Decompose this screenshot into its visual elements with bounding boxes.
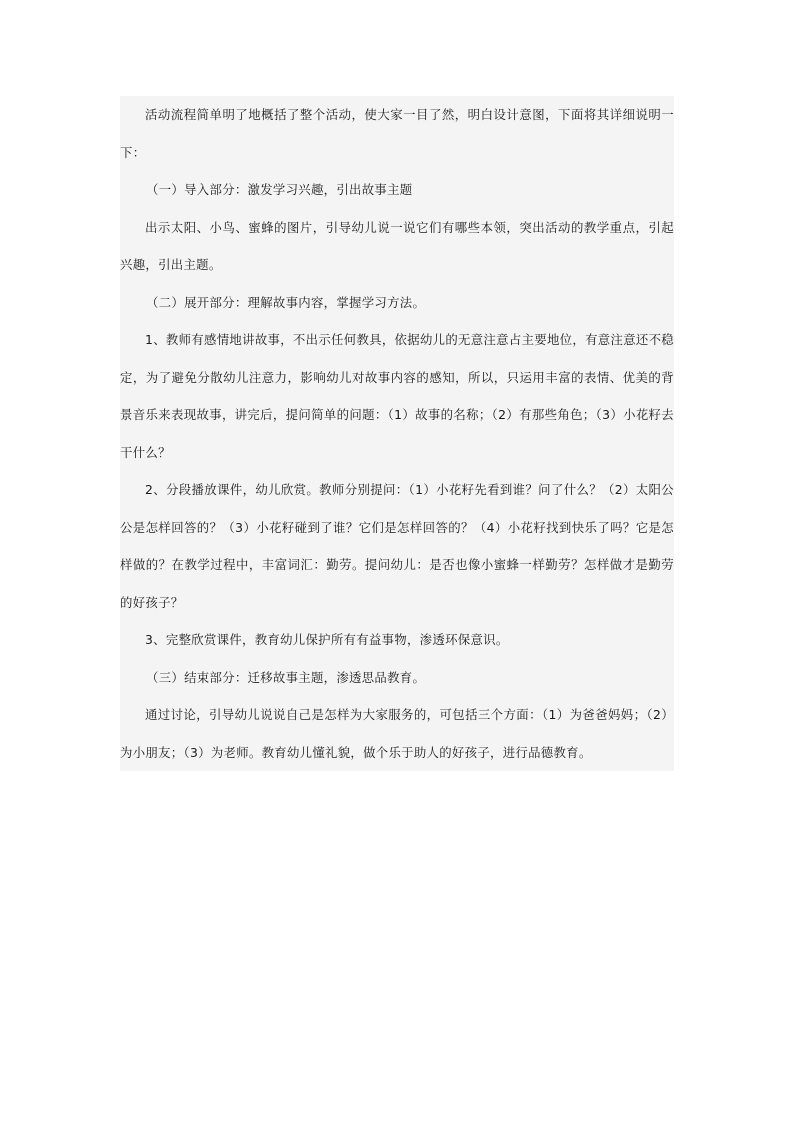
- paragraph-step-1: 1、教师有感情地讲故事，不出示任何教具，依据幼儿的无意注意占主要地位，有意注意还不稳定，为了避免分散幼儿注意力，影响幼儿对故事内容的感知，所以，只运用丰富的表情、优美的背景音乐来表现故事，讲完后，提问简单的问题：（1）故事的名称；（2）有那些角色；（3）小花籽去干什么？: [120, 332, 674, 460]
- paragraph-intro-part: 出示太阳、小鸟、蜜蜂的图片，引导幼儿说一说它们有哪些本领，突出活动的教学重点，引起兴趣，引出主题。: [120, 219, 674, 272]
- section-heading-development-part: （二）展开部分：理解故事内容，掌握学习方法。: [146, 294, 426, 310]
- paragraph-step-2: 2、分段播放课件，幼儿欣赏。教师分别提问：（1）小花籽先看到谁？问了什么？（2）太阳公公是怎样回答的？（3）小花籽碰到了谁？它们是怎样回答的？（4）小花籽找到快乐了吗？它是怎样做的？在教学过程中，丰富词汇：勤劳。提问幼儿：是否也像小蜜蜂一样勤劳？怎样做才是勤劳的好孩子？: [120, 482, 674, 610]
- section-heading-ending-part: （三）结束部分：迁移故事主题，渗透思品教育。: [146, 669, 426, 685]
- paragraph-ending: 通过讨论，引导幼儿说说自己是怎样为大家服务的，可包括三个方面：（1）为爸爸妈妈；（2）为小朋友；（3）为老师。教育幼儿懂礼貌，做个乐于助人的好孩子，进行品德教育。: [120, 707, 674, 760]
- section-heading-intro-part: （一）导入部分：激发学习兴趣，引出故事主题: [146, 182, 413, 197]
- paragraph-intro: 活动流程简单明了地概括了整个活动，使大家一目了然，明白设计意图，下面将其详细说明一下：: [120, 107, 674, 160]
- paragraph-step-3: 3、完整欣赏课件，教育幼儿保护所有有益事物，渗透环保意识。: [145, 632, 509, 647]
- document-text-block: [120, 96, 674, 771]
